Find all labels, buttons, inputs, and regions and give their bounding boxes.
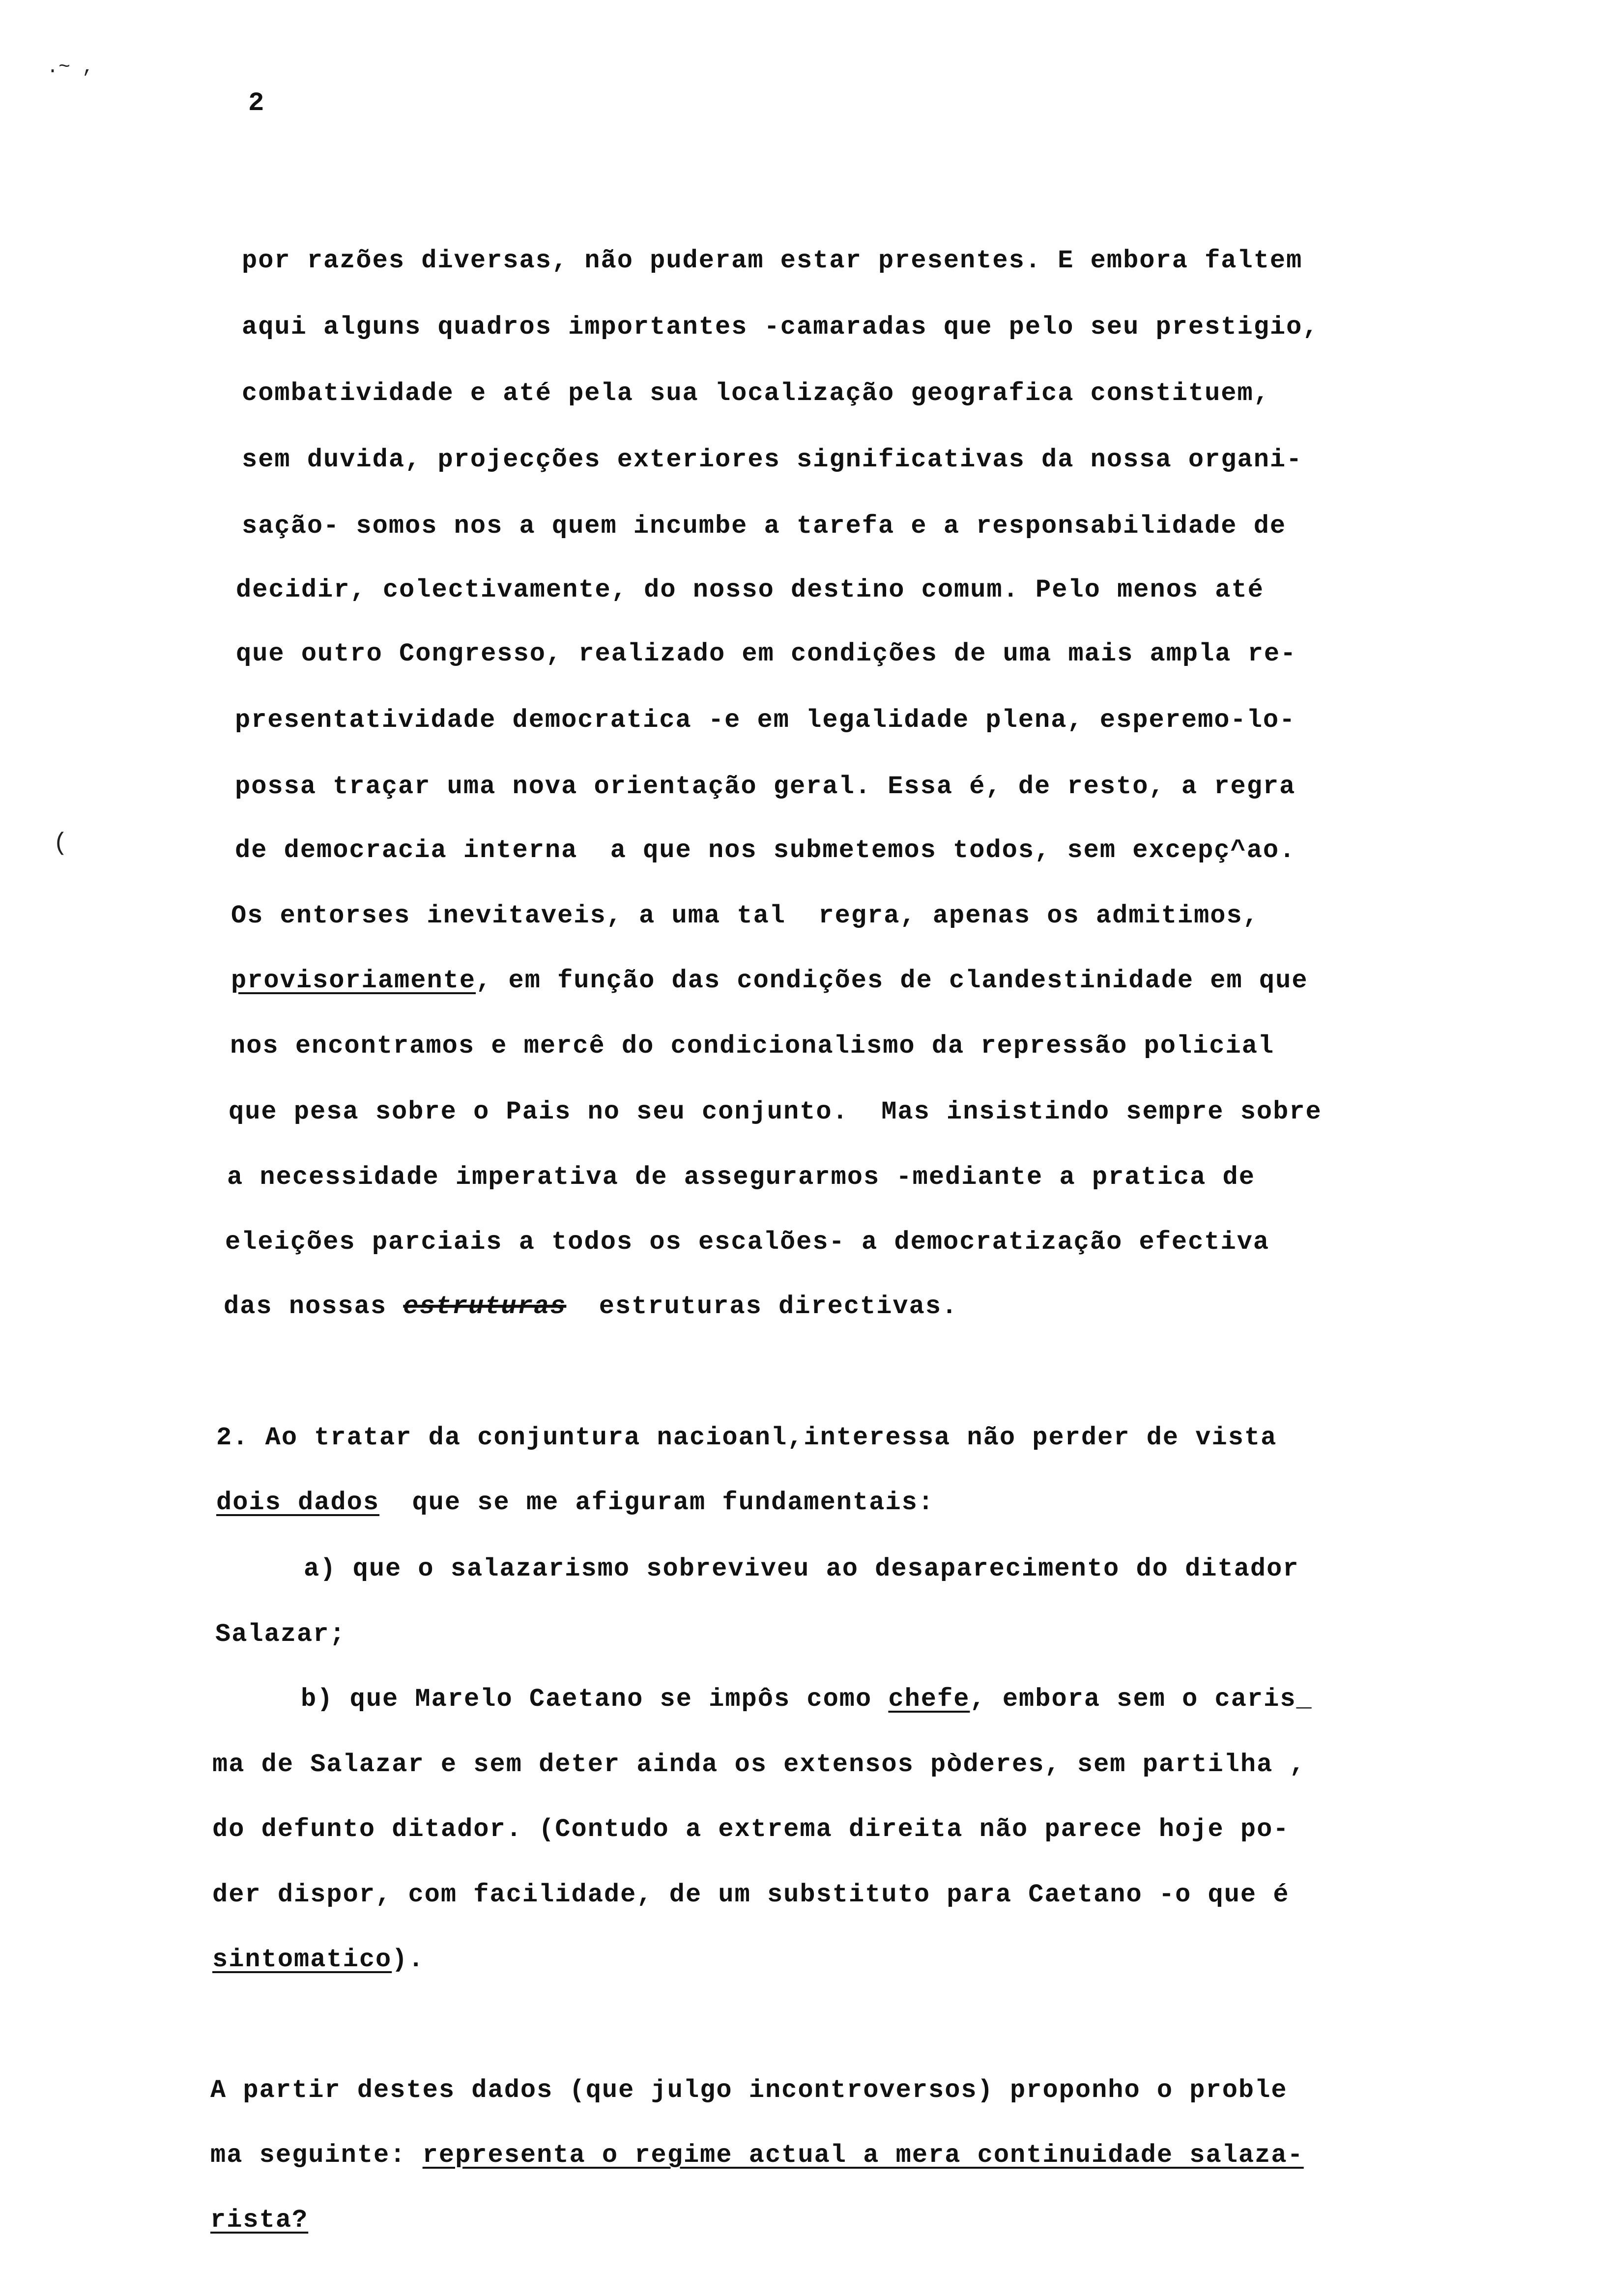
text-line: presentatividade democratica -e em legalidade plena, esperemo-lo- <box>235 706 1296 735</box>
text-segment: ma seguinte: <box>210 2141 423 2170</box>
text-line: eleições parciais a todos os escalões- a democratização efectiva <box>225 1228 1270 1257</box>
text-line: possa traçar uma nova orientação geral. Essa é, de resto, a regra <box>235 772 1296 801</box>
stray-marks: .~ , <box>47 57 94 79</box>
text-line <box>301 1687 1313 1712</box>
text-line: sação- somos nos a quem incumbe a tarefa e a responsabilidade de <box>242 512 1287 541</box>
text-line: nos encontramos e mercê do condicionalismo da repressão policial <box>230 1032 1275 1061</box>
text-segment: b) que Marelo Caetano se impôs como <box>301 1685 889 1714</box>
text-line: por razões diversas, não puderam estar presentes. E embora faltem <box>242 246 1303 275</box>
text-line: A partir destes dados (que julgo incontroversos) proponho o proble <box>210 2076 1288 2105</box>
text-line: sem duvida, projecções exteriores significativas da nossa organi- <box>242 445 1303 474</box>
underlined-word: chefe <box>888 1685 970 1714</box>
text-line: decidir, colectivamente, do nosso destino comum. Pelo menos até <box>236 575 1264 604</box>
page-number: 2 <box>248 88 264 118</box>
text-line <box>231 968 1308 994</box>
text-segment: das nossas <box>224 1292 403 1321</box>
margin-mark: ( <box>53 830 68 858</box>
text-line <box>216 1490 934 1516</box>
struck-out-word: estruturas <box>403 1292 567 1321</box>
text-line: a) que o salazarismo sobreviveu ao desaparecimento do ditador <box>304 1554 1299 1583</box>
text-line: der dispor, com facilidade, de um substituto para Caetano -o que é <box>212 1880 1290 1909</box>
underlined-word: provisoriamente <box>231 966 476 995</box>
underlined-word: rista? <box>210 2206 309 2235</box>
text-line <box>212 1947 425 1973</box>
underlined-phrase: representa o regime actual a mera continuidade salaza- <box>422 2141 1304 2170</box>
text-line: aqui alguns quadros importantes -camaradas que pelo seu prestigio, <box>242 313 1319 342</box>
underlined-word: sintomatico <box>212 1945 392 1974</box>
text-line: do defunto ditador. (Contudo a extrema direita não parece hoje po- <box>212 1815 1290 1844</box>
text-line: Os entorses inevitaveis, a uma tal regra, apenas os admitimos, <box>231 901 1259 930</box>
text-line: que outro Congresso, realizado em condições de uma mais ampla re- <box>236 639 1297 668</box>
underlined-phrase: dois dados <box>216 1488 380 1517</box>
text-line: de democracia interna a que nos submetemos todos, sem excepç^ao. <box>235 836 1296 865</box>
text-segment: , em função das condições de clandestinidade em que <box>476 966 1308 995</box>
text-line: combatividade e até pela sua localização geografica constituem, <box>242 379 1270 408</box>
text-line: ma de Salazar e sem deter ainda os extensos pòderes, sem partilha , <box>212 1750 1306 1779</box>
text-segment: que se me afiguram fundamentais: <box>379 1488 935 1517</box>
text-line: que pesa sobre o Pais no seu conjunto. Mas insistindo sempre sobre <box>229 1097 1322 1126</box>
text-line: 2. Ao tratar da conjuntura nacioanl,interessa não perder de vista <box>216 1423 1277 1452</box>
text-line <box>210 2143 1304 2168</box>
text-segment: ). <box>392 1945 425 1974</box>
text-line: a necessidade imperativa de assegurarmos -mediante a pratica de <box>227 1163 1255 1192</box>
text-line <box>210 2208 308 2233</box>
text-segment: estruturas directivas. <box>566 1292 958 1321</box>
text-line <box>224 1294 958 1320</box>
text-segment: , embora sem o caris_ <box>970 1685 1313 1714</box>
text-line: Salazar; <box>215 1620 346 1649</box>
